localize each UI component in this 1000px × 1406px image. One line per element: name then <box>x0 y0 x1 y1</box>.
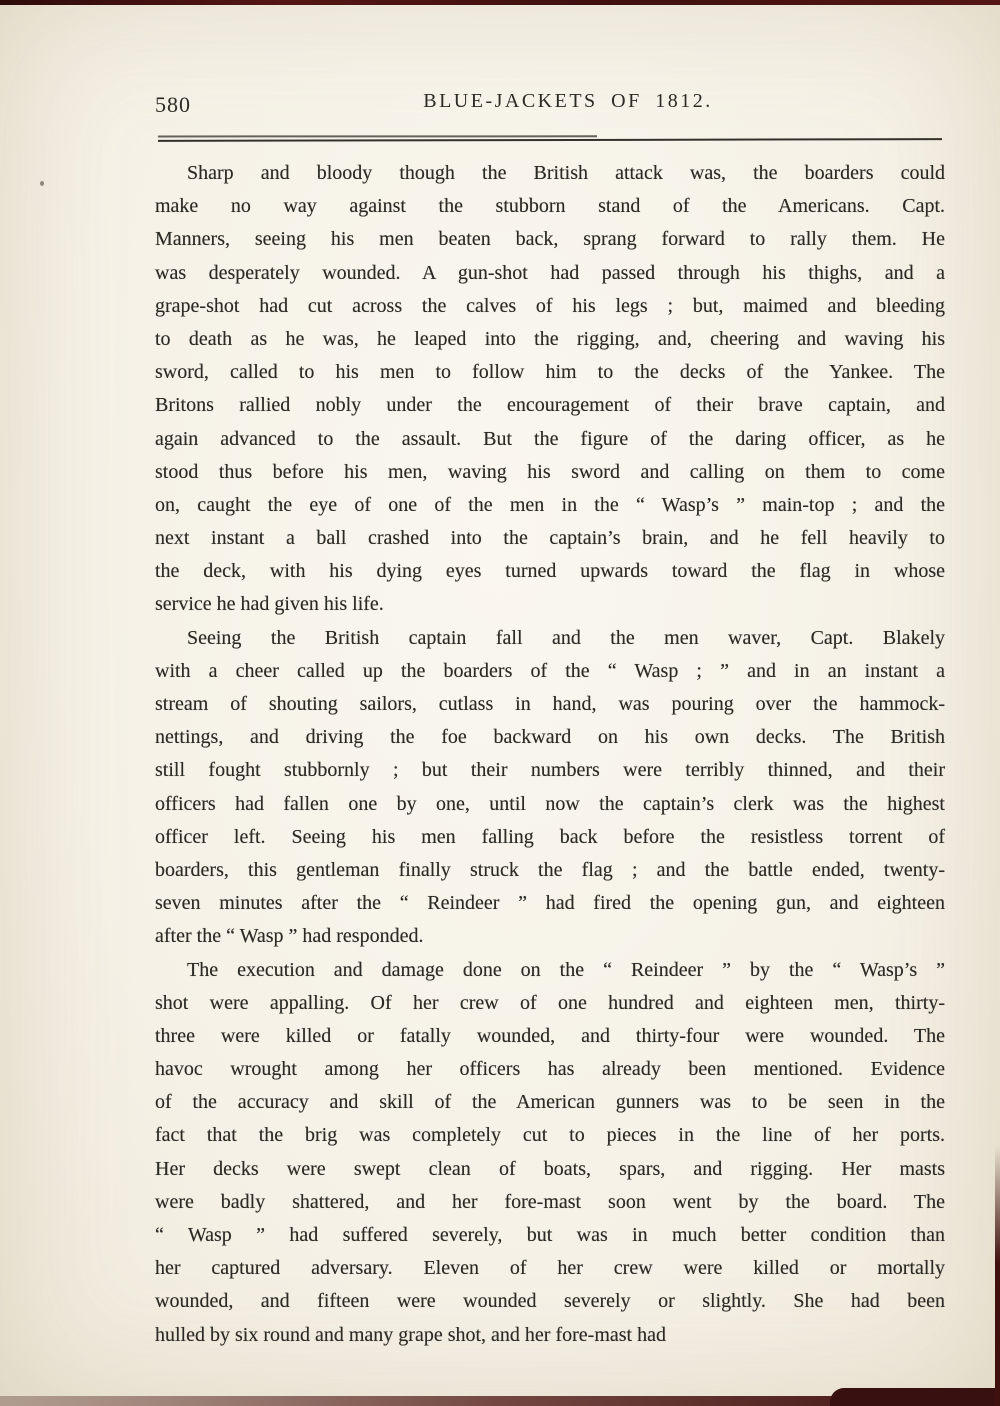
text-line: shot were appalling. Of her crew of one hundred and eighteen men, thirty- <box>155 991 945 1014</box>
text-line: Her decks were swept clean of boats, spars, and rigging. Her masts <box>155 1157 945 1180</box>
text-line: seven minutes after the “ Reindeer ” had fired the opening gun, and eighteen <box>155 892 945 915</box>
text-line: next instant a ball crashed into the captain’s brain, and he fell heavily to <box>155 527 945 550</box>
scan-edge-corner <box>830 1388 1000 1406</box>
text-line: boarders, this gentleman finally struck the flag ; and the battle ended, twenty- <box>155 858 945 881</box>
text-line: was desperately wounded. A gun-shot had passed through his thighs, and a <box>155 261 945 284</box>
text-line: still fought stubbornly ; but their numbers were terribly thinned, and their <box>155 759 945 782</box>
scan-speck <box>40 181 44 186</box>
text-line: “ Wasp ” had suffered severely, but was in much better condition than <box>155 1224 945 1246</box>
text-line: Sharp and bloody though the British attack was, the boarders could <box>187 162 945 184</box>
text-line: nettings, and driving the foe backward on his own decks. The British <box>155 726 945 749</box>
paragraph <box>155 622 945 954</box>
text-line: stood thus before his men, waving his sword and calling on them to come <box>155 460 945 483</box>
text-line: after the “ Wasp ” had responded. <box>155 925 424 948</box>
text-line: havoc wrought among her officers has already been mentioned. Evidence <box>155 1058 945 1081</box>
text-line: hulled by six round and many grape shot, and her fore-mast had <box>155 1323 666 1346</box>
text-line: sword, called to his men to follow him to the decks of the Yankee. The <box>155 361 945 384</box>
text-line: make no way against the stubborn stand of the Americans. Capt. <box>155 195 945 218</box>
text-line: Manners, seeing his men beaten back, sprang forward to rally them. He <box>155 228 945 251</box>
running-title: BLUE-JACKETS OF 1812. <box>423 90 713 112</box>
text-line: officer left. Seeing his men falling back before the resistless torrent of <box>155 825 945 848</box>
page-body <box>155 157 945 1352</box>
page-number: 580 <box>155 92 191 117</box>
paragraph <box>155 954 945 1352</box>
scan-edge-top <box>0 0 1000 5</box>
text-line: officers had fallen one by one, until now the captain’s clerk was the highest <box>155 792 945 815</box>
page-header <box>155 90 945 124</box>
text-line: with a cheer called up the boarders of the “ Wasp ; ” and in an instant a <box>155 659 945 682</box>
text-line: fact that the brig was completely cut to pieces in the line of her ports. <box>155 1124 945 1147</box>
text-line: The execution and damage done on the “ Reindeer ” by the “ Wasp’s ” <box>187 958 945 981</box>
text-line: again advanced to the assault. But the figure of the daring officer, as he <box>155 427 945 450</box>
text-line: wounded, and fifteen were wounded severely or slightly. She had been <box>155 1290 945 1313</box>
text-line: the deck, with his dying eyes turned upwards toward the flag in whose <box>155 560 945 583</box>
text-line: three were killed or fatally wounded, and thirty-four were wounded. The <box>155 1024 945 1047</box>
text-line: service he had given his life. <box>155 593 384 616</box>
text-line: on, caught the eye of one of the men in the “ Wasp’s ” main-top ; and the <box>155 493 945 516</box>
text-line: of the accuracy and skill of the American gunners was to be seen in the <box>155 1091 945 1114</box>
text-line: were badly shattered, and her fore-mast soon went by the board. The <box>155 1190 945 1213</box>
scan-edge-right <box>995 1146 1000 1406</box>
text-line: her captured adversary. Eleven of her crew were killed or mortally <box>155 1257 945 1280</box>
text-line: Seeing the British captain fall and the men waver, Capt. Blakely <box>187 626 945 649</box>
text-line: stream of shouting sailors, cutlass in hand, was pouring over the hammock- <box>155 693 945 715</box>
paragraph <box>155 157 945 622</box>
text-line: Britons rallied nobly under the encouragement of their brave captain, and <box>155 394 945 417</box>
text-line: to death as he was, he leaped into the rigging, and, cheering and waving his <box>155 327 945 350</box>
header-rule <box>158 138 942 142</box>
text-line: grape-shot had cut across the calves of his legs ; but, maimed and bleeding <box>155 294 945 317</box>
